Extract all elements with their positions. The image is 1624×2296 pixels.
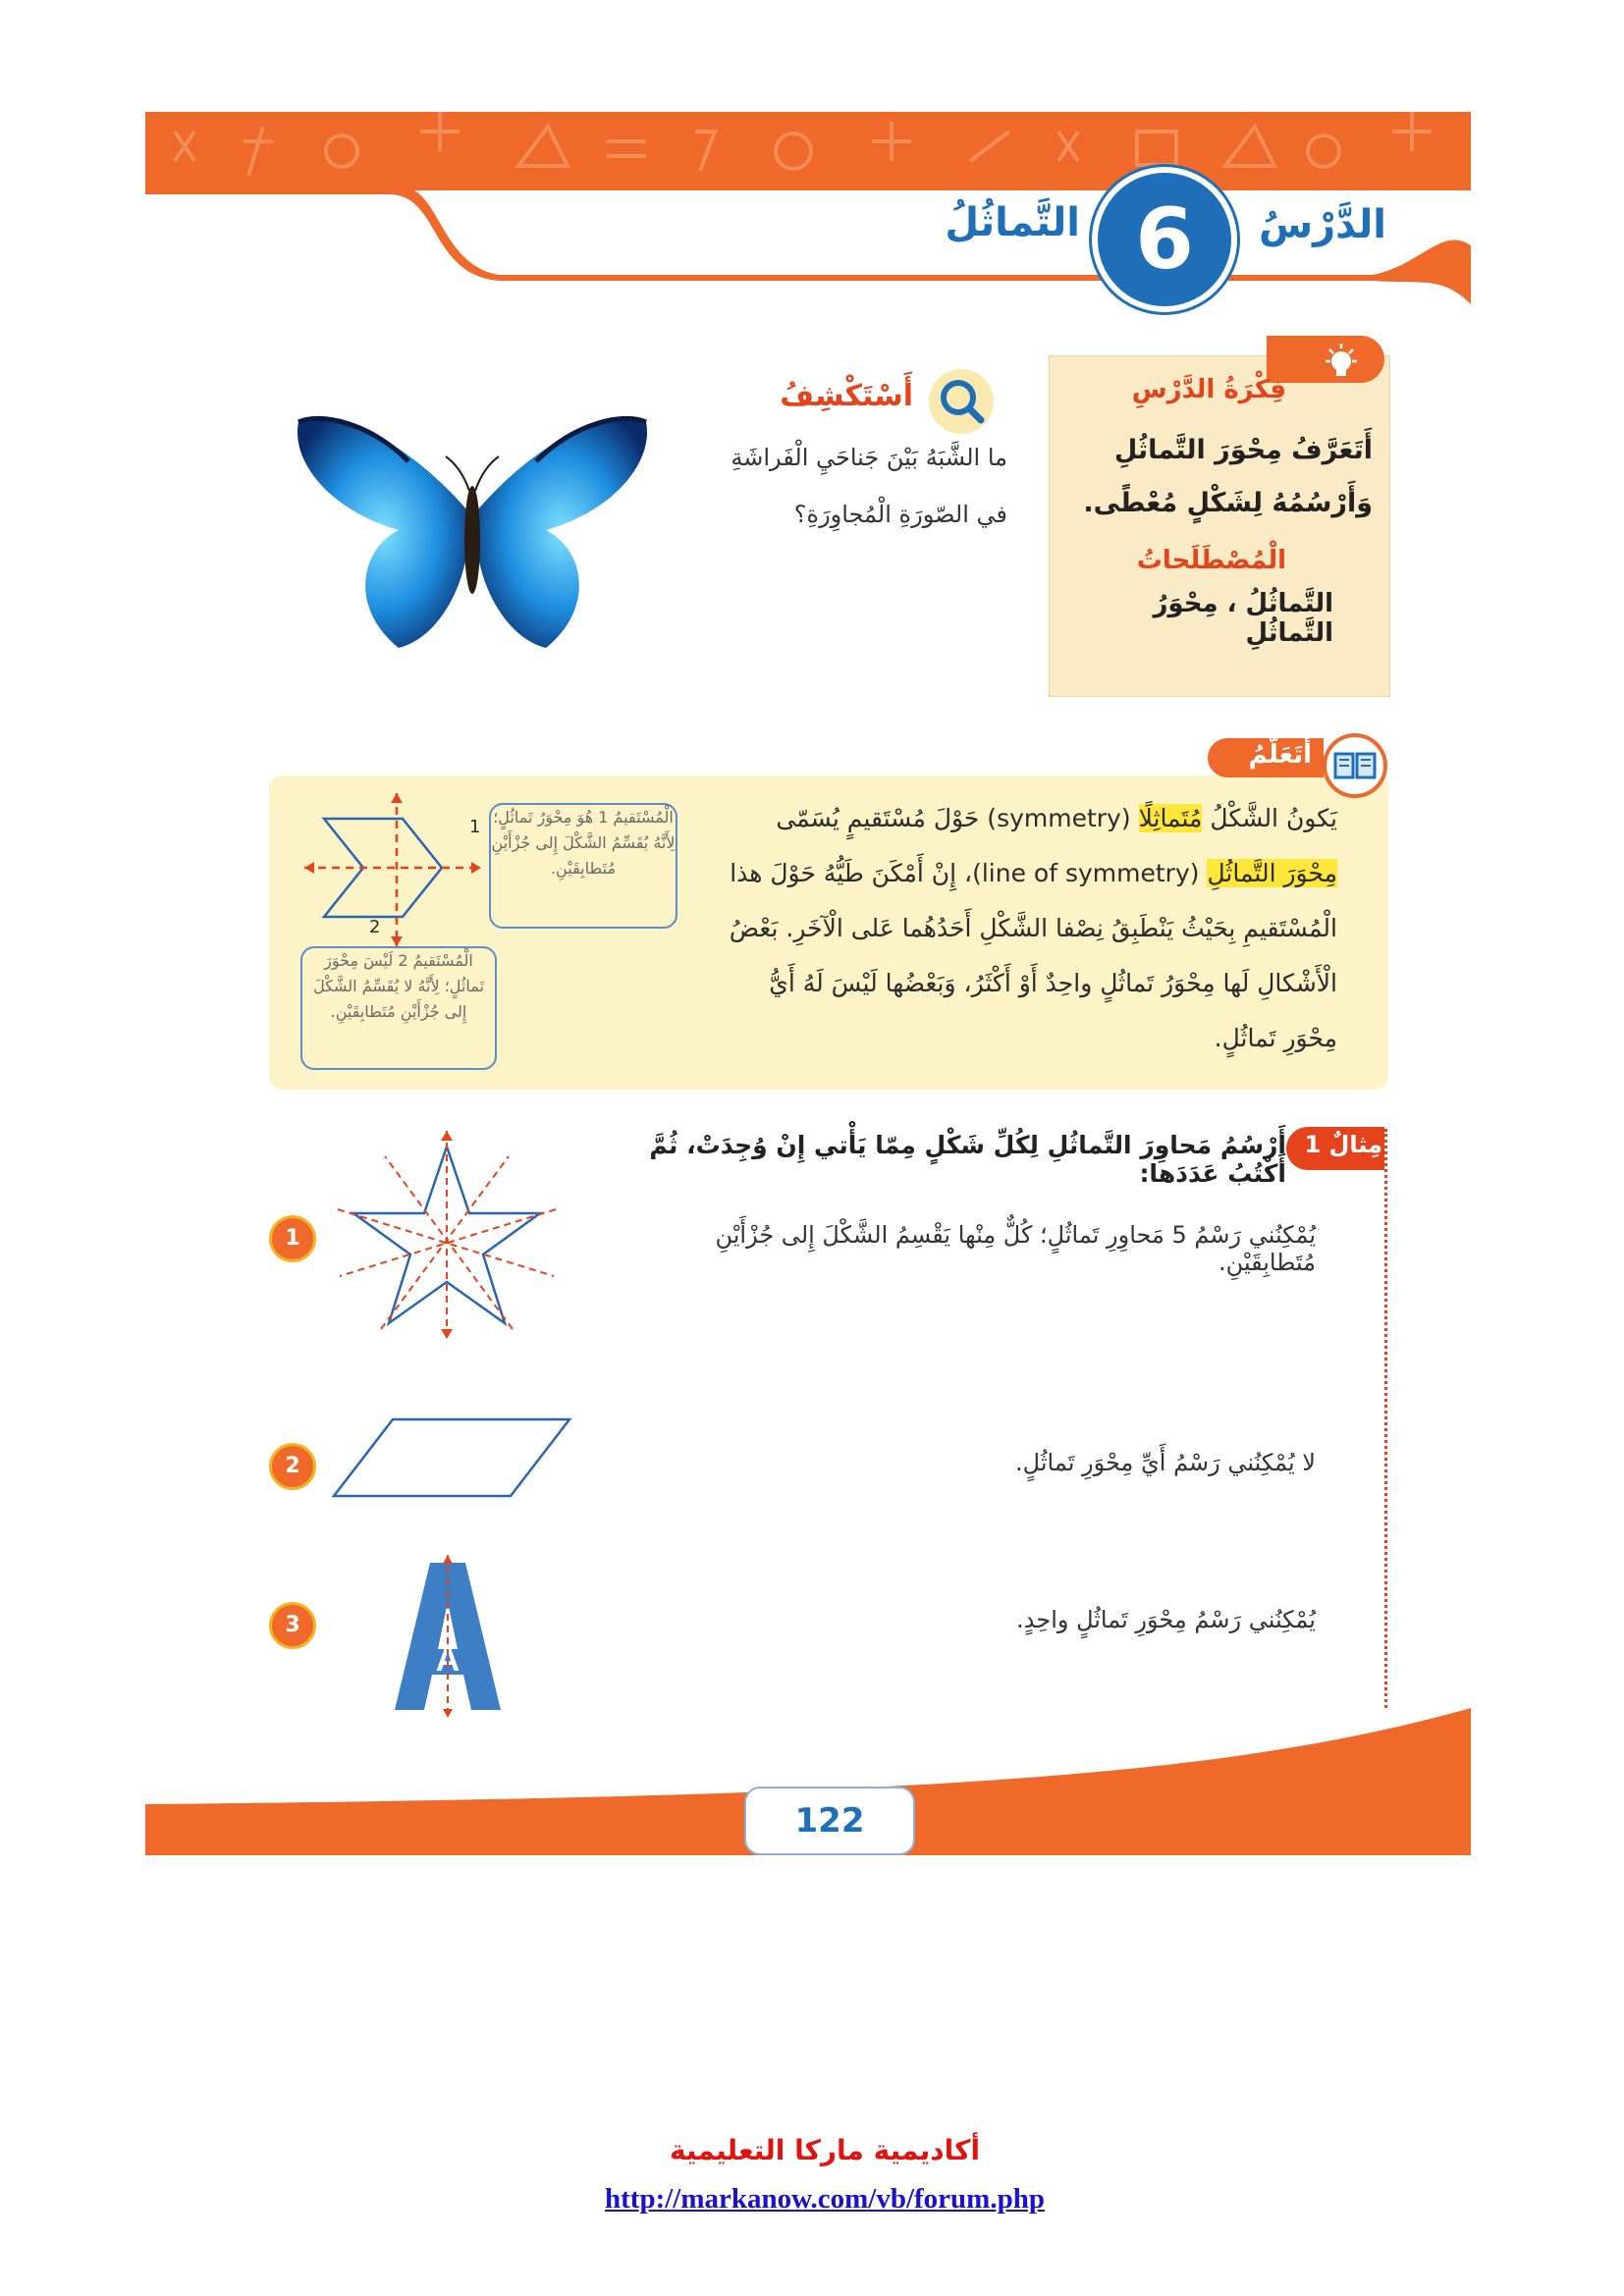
lesson-number: 6: [1135, 190, 1194, 289]
lesson-label: الدَّرْسُ: [1258, 202, 1386, 247]
example-dotted-line: [1384, 1129, 1387, 1708]
credit-link[interactable]: http://markanow.com/vb/forum.php: [605, 2183, 1045, 2215]
terms-text: التَّماثُلُ ، مِحْوَرُ التَّماثُلِ: [1153, 589, 1333, 648]
page-number: 122: [794, 1801, 865, 1841]
lightbulb-icon: [1320, 342, 1363, 385]
explore-question-line1: ما الشَّبَهُ بَيْنَ جَناحَيِ الْفَراشَةِ: [731, 444, 1007, 471]
learn-paragraph: [717, 791, 1337, 1076]
term-line-of-symmetry-highlight: مِحْوَرَ التَّماثُلِ: [1207, 859, 1337, 887]
lesson-idea-text: أَتَعَرَّفُ مِحْوَرَ التَّماثُلِ وَأَرْسُمُهُ لِشَكْلٍ مُعْطًى.: [1083, 435, 1373, 518]
learn-text-part: يَكونُ الشَّكْلُ: [1202, 804, 1337, 832]
magnifier-icon: [927, 367, 996, 436]
note-line-1: الْمُسْتَقيمُ 1 هُوَ مِحْوَرُ تَماثُلٍ؛ لِأَنَّهُ يُقَسِّمُ الشَّكْلَ إِلى جُزْأَيْنِ مُتَطابِقَيْنِ.: [489, 803, 677, 929]
explore-question-line2: في الصّورَةِ الْمُجاوِرَةِ؟: [793, 501, 1007, 528]
learn-text-part: (line of symmetry)، إِنْ أَمْكَنَ طَيُّهُ حَوْلَ هذا الْمُسْتَقيمِ بِحَيْثُ يَنْطَبِقُ نِصْفا الشَّكْلِ أَحَدُهُما عَلى الْآخَرِ. بَعْضُ الْأَشْكالِ لَها مِحْوَرُ تَماثُلٍ واحِدٌ أَوْ أَكْثَرُ، وَبَعْضُها لَيْسَ لَهُ أَيُّ مِحْوَرِ تَماثُلٍ.: [729, 859, 1337, 1052]
item-number-1: 1: [269, 1215, 316, 1262]
term-symmetric-highlight: مُتَماثِلًا: [1138, 804, 1203, 832]
lesson-idea-label: فِكْرَةُ الدَّرْسِ: [1131, 375, 1286, 404]
terms-label: الْمُصْطَلَحاتُ: [1136, 546, 1286, 575]
item-number-3: 3: [269, 1602, 316, 1649]
line-1-label: 1: [469, 817, 481, 837]
parallelogram-shape: [324, 1414, 579, 1502]
letter-a-glyph: A: [435, 1641, 460, 1679]
learn-text-part: (symmetry) حَوْلَ مُسْتَقيمٍ يُسَمّى: [776, 804, 1139, 832]
credit-text: أكاديمية ماركا التعليمية: [669, 2134, 981, 2166]
example-prompt: أَرْسُمُ مَحاوِرَ التَّماثُلِ لِكُلِّ شَكْلٍ مِمّا يَأْتي إِنْ وُجِدَتْ، ثُمَّ أَكْتُبُ عَدَدَها:: [649, 1131, 1286, 1188]
learn-label: أَتَعَلَّمُ: [1248, 740, 1312, 770]
item-number-2: 2: [269, 1443, 316, 1490]
butterfly-image: [291, 402, 654, 658]
item-1-answer: يُمْكِنُني رَسْمُ 5 مَحاوِرِ تَماثُلٍ؛ كُلٌّ مِنْها يَقْسِمُ الشَّكْلَ إِلى جُزْأَيْنِ مُتَطابِقَيْنِ.: [715, 1221, 1316, 1276]
star-shape: [324, 1127, 569, 1353]
note-line-2: الْمُسْتَقيمُ 2 لَيْسَ مِحْوَرَ تَماثُلٍ؛ لِأَنَّهُ لا يُقَسِّمُ الشَّكْلَ إِلى جُزْأَيْنِ مُتَطابِقَيْنِ.: [300, 946, 497, 1070]
item-3-answer: يُمْكِنُني رَسْمُ مِحْوَرِ تَماثُلٍ واحِدٍ.: [1016, 1606, 1316, 1633]
math-doodles-decoration: [145, 112, 1471, 190]
book-icon: [1322, 732, 1388, 799]
explore-label: أَسْتَكْشِفُ: [780, 379, 913, 413]
arrow-shape-diagram: [295, 789, 501, 956]
lesson-title: التَّماثُلُ: [945, 200, 1080, 245]
item-2-answer: لا يُمْكِنُني رَسْمُ أَيِّ مِحْوَرِ تَماثُلٍ.: [1015, 1449, 1316, 1476]
letter-a-shape: [389, 1553, 507, 1720]
example-label: مِثالٌ 1: [1304, 1131, 1382, 1158]
line-2-label: 2: [369, 917, 381, 937]
